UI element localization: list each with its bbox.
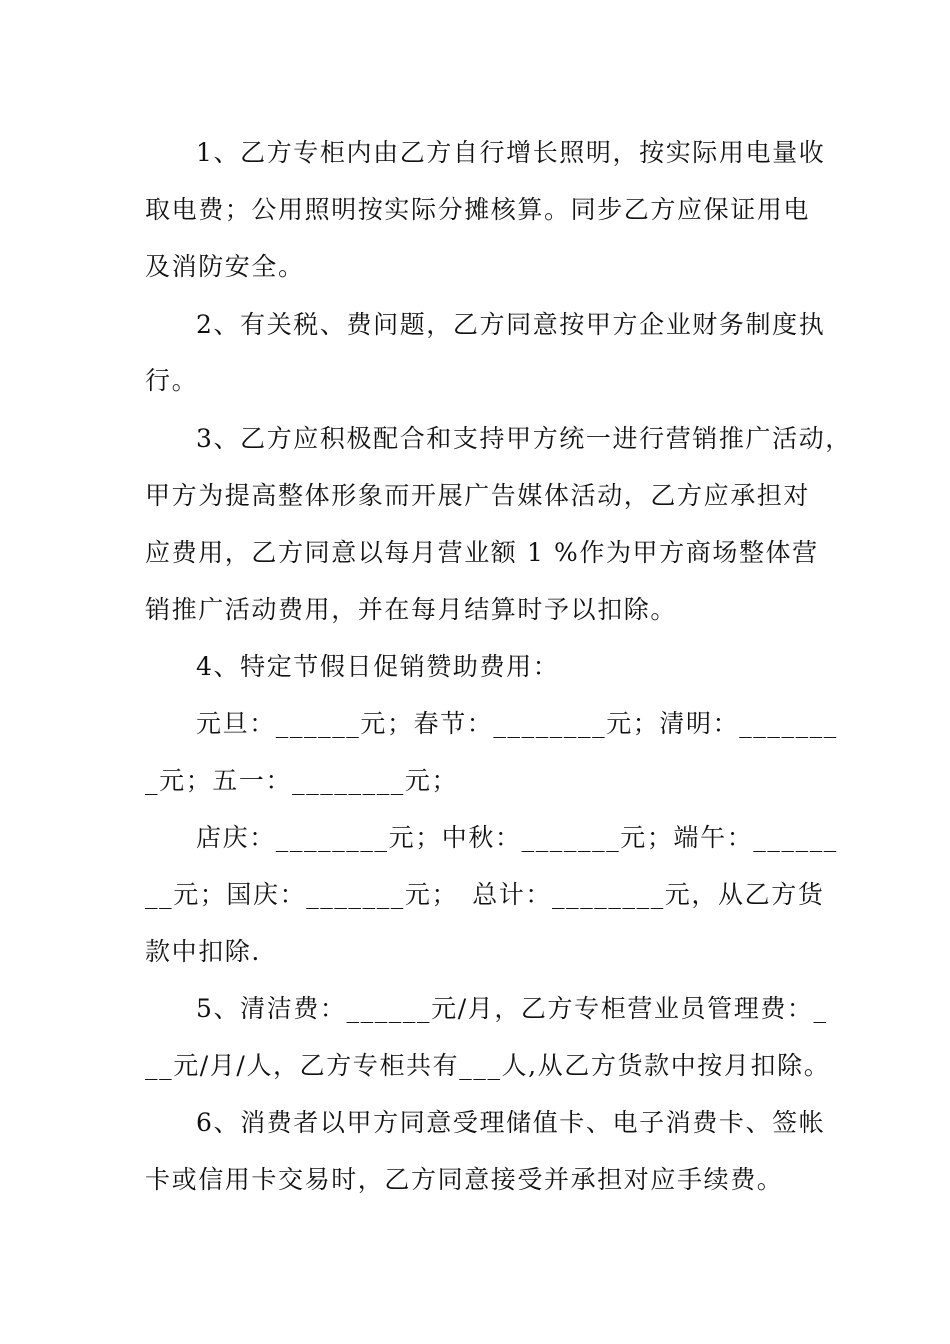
clause-6-line-2: 卡或信用卡交易时，乙方同意接受并承担对应手续费。 [145,1165,784,1194]
holiday-fees-line-4: __元；国庆：_______元； 总计：________元，从乙方货 [145,880,825,909]
clause-2-line-2: 行。 [145,366,199,395]
clause-3-line-2: 甲方为提高整体形象而开展广告媒体活动，乙方应承担对 [145,481,811,510]
holiday-fees-line-5: 款中扣除. [145,937,261,966]
clause-1-line-3: 及消防安全。 [145,252,305,281]
clause-3-line-1: 3、乙方应积极配合和支持甲方统一进行营销推广活动， [196,424,852,453]
clause-3-line-4: 销推广活动费用，并在每月结算时予以扣除。 [145,595,678,624]
holiday-fees-line-1: 元旦：______元；春节：________元；清明：_______ [196,709,838,738]
clause-4-heading: 4、特定节假日促销赞助费用： [196,652,560,681]
holiday-fees-line-3: 店庆：________元；中秋：_______元；端午：______ [196,823,838,852]
clause-1-line-2: 取电费；公用照明按实际分摊核算。同步乙方应保证用电 [145,195,811,224]
clause-2-line-1: 2、有关税、费问题，乙方同意按甲方企业财务制度执 [196,310,826,339]
holiday-fees-line-2: _元；五一：________元； [145,766,459,795]
clause-5-line-1: 5、清洁费：______元/月，乙方专柜营业员管理费：_ [196,994,828,1023]
clause-6-line-1: 6、消费者以甲方同意受理储值卡、电子消费卡、签帐 [196,1108,826,1137]
clause-3-line-3: 应费用，乙方同意以每月营业额 1 %作为甲方商场整体营 [145,538,819,567]
clause-1-line-1: 1、乙方专柜内由乙方自行增长照明，按实际用电量收 [196,138,826,167]
clause-5-line-2: __元/月/人，乙方专柜共有___人,从乙方货款中按月扣除。 [145,1051,831,1080]
